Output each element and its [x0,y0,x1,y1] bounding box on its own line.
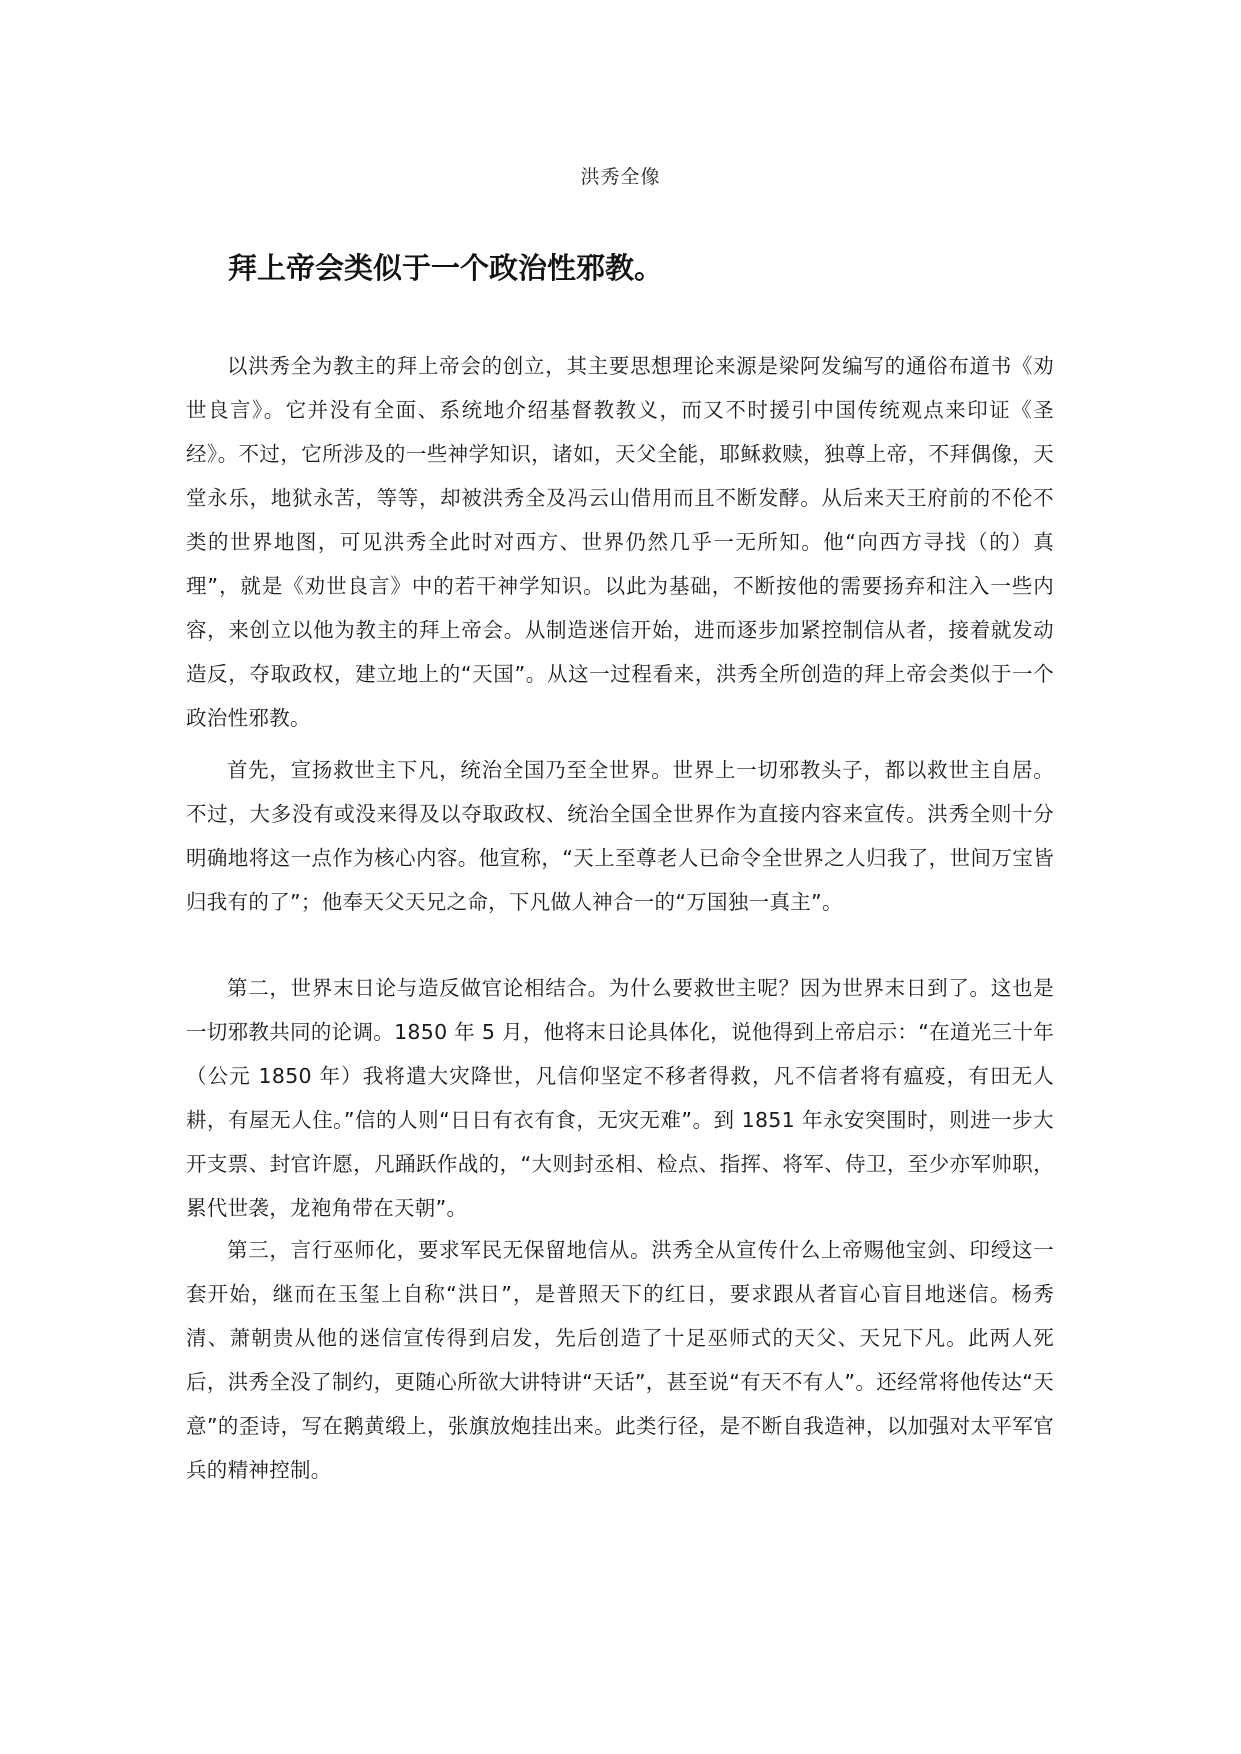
body-paragraph: 第三，言行巫师化，要求军民无保留地信从。洪秀全从宣传什么上帝赐他宝剑、印绶这一套开始，继而在玉玺上自称“洪日”，是普照天下的红日，要求跟从者盲心盲目地迷信。杨秀清、萧朝贵从他的迷信宣传得到启发，先后创造了十足巫师式的天父、天兄下凡。此两人死后，洪秀全没了制约，更随心所欲大讲特讲“天话”，甚至说“有天不有人”。还经常将他传达“天意”的歪诗，写在鹅黄缎上，张旗放炮挂出来。此类行径，是不断自我造神，以加强对太平军官兵的精神控制。 [186,1238,1054,1482]
body-paragraph: 第二，世界末日论与造反做官论相结合。为什么要救世主呢？因为世界末日到了。这也是一切邪教共同的论调。1850 年 5 月，他将末日论具体化，说他得到上帝启示：“在道光三十年（公元 1850 年）我将遣大灾降世，凡信仰坚定不移者得救，凡不信者将有瘟疫，有田无人耕，有屋无人住。”信的人则“日日有衣有食，无灾无难”。到 1851 年永安突围时，则进一步大开支票、封官许愿，凡踊跃作战的，“大则封丞相、检点、指挥、将军、侍卫，至少亦军帅职，累代世袭，龙袍角带在天朝”。 [186,976,1054,1220]
image-caption: 洪秀全像 [580,166,661,188]
body-paragraph: 首先，宣扬救世主下凡，统治全国乃至全世界。世界上一切邪教头子，都以救世主自居。不过，大多没有或没来得及以夺取政权、统治全国全世界作为直接内容来宣传。洪秀全则十分明确地将这一点作为核心内容。他宣称，“天上至尊老人已命令全世界之人归我了，世间万宝皆归我有的了”；他奉天父天兄之命，下凡做人神合一的“万国独一真主”。 [186,758,1054,914]
body-paragraph: 以洪秀全为教主的拜上帝会的创立，其主要思想理论来源是梁阿发编写的通俗布道书《劝世良言》。它并没有全面、系统地介绍基督教教义，而又不时援引中国传统观点来印证《圣经》。不过，它所涉及的一些神学知识，诸如，天父全能，耶稣救赎，独尊上帝，不拜偶像，天堂永乐，地狱永苦，等等，却被洪秀全及冯云山借用而且不断发酵。从后来天王府前的不伦不类的世界地图，可见洪秀全此时对西方、世界仍然几乎一无所知。他“向西方寻找（的）真理”，就是《劝世良言》中的若干神学知识。以此为基础，不断按他的需要扬弃和注入一些内容，来创立以他为教主的拜上帝会。从制造迷信开始，进而逐步加紧控制信从者，接着就发动造反，夺取政权，建立地上的“天国”。从这一过程看来，洪秀全所创造的拜上帝会类似于一个政治性邪教。 [186,354,1054,730]
section-heading: 拜上帝会类似于一个政治性邪教。 [228,251,664,285]
